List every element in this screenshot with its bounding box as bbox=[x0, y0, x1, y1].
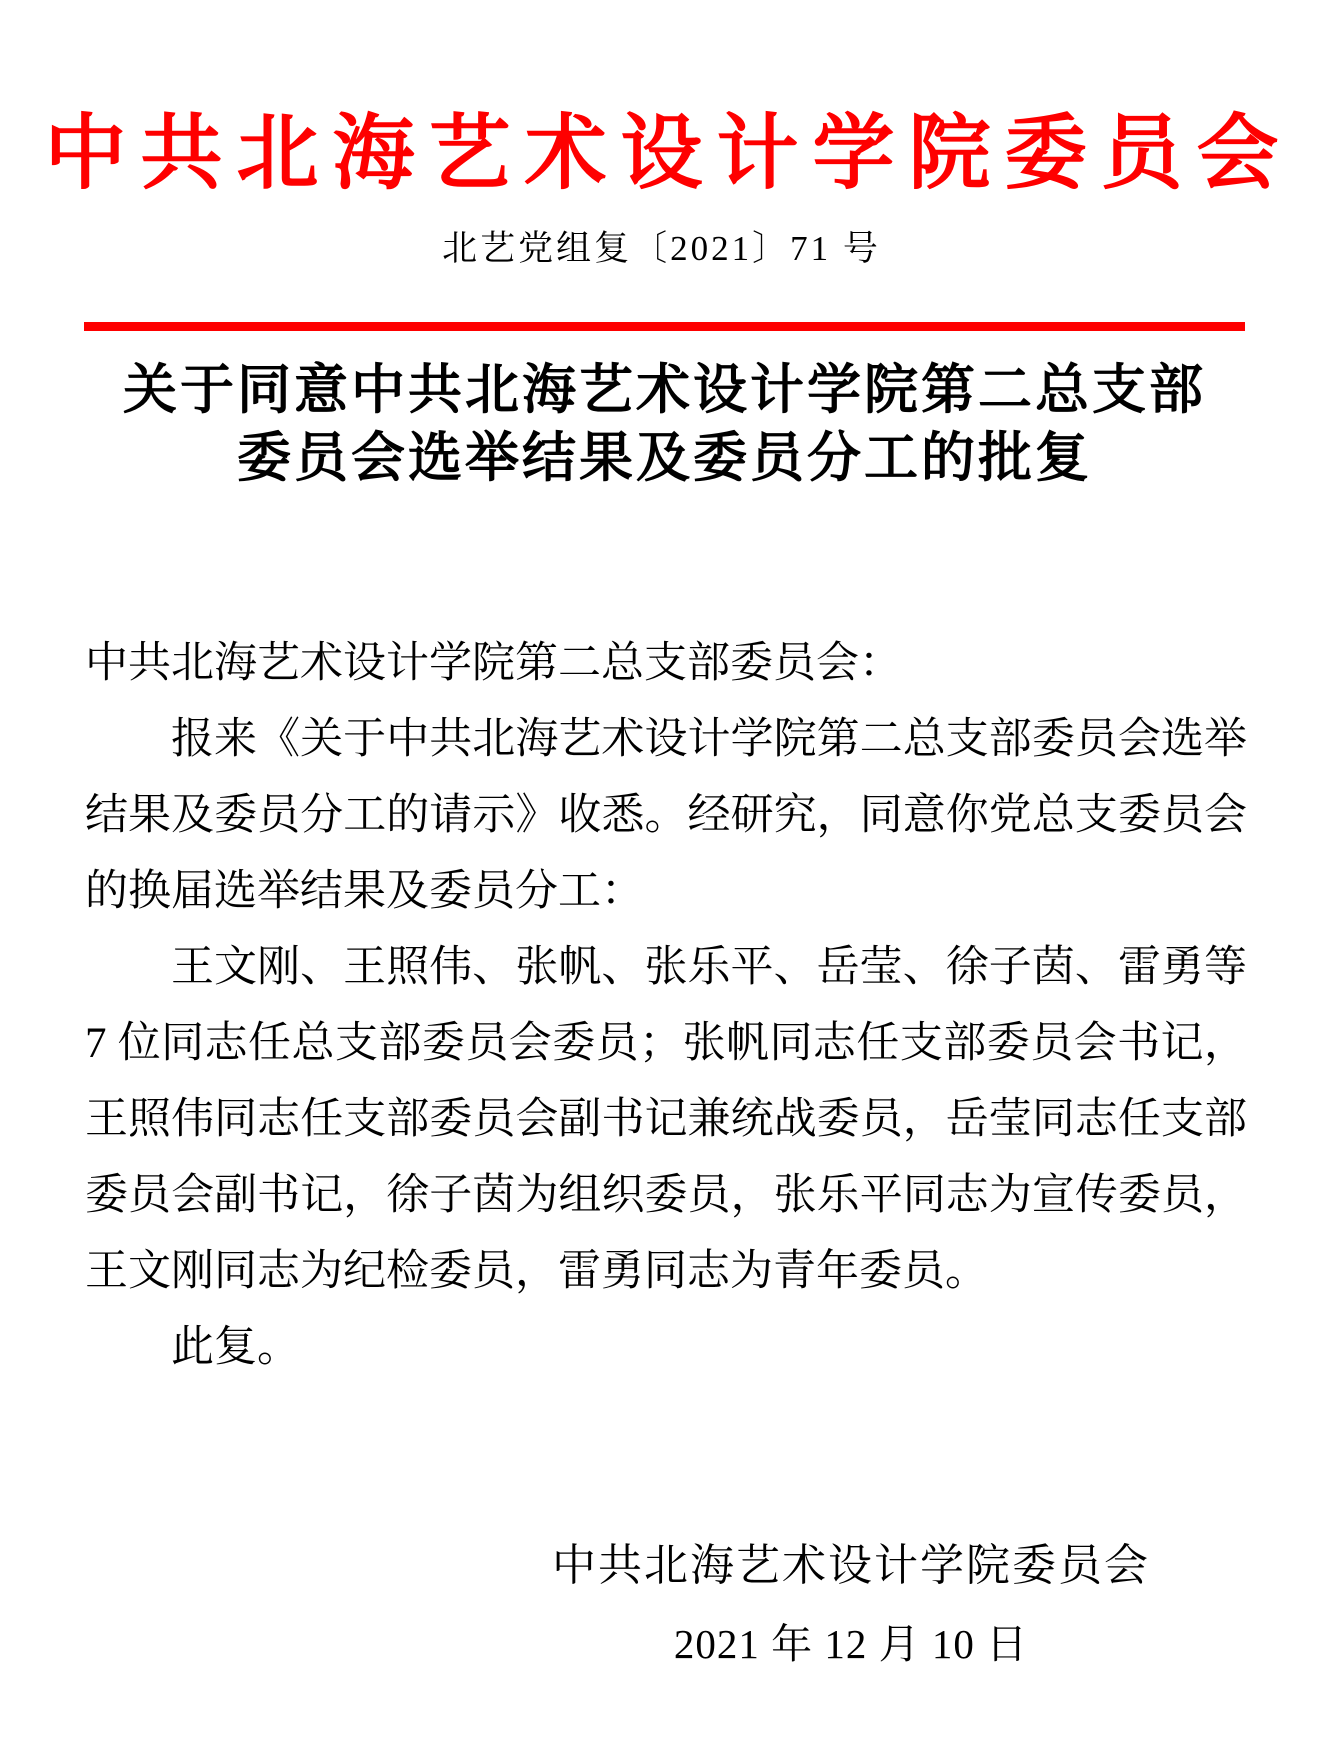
body-paragraph-1: 报来《关于中共北海艺术设计学院第二总支部委员会选举结果及委员分工的请示》收悉。经研究，同意你党总支委员会的换届选举结果及委员分工： bbox=[85, 716, 1247, 915]
document-title bbox=[84, 356, 1245, 492]
letterhead-divider-rule bbox=[84, 322, 1245, 331]
signature-date: 2021 年 12 月 10 日 bbox=[673, 1621, 1029, 1667]
letterhead-org-title: 中共北海艺术设计学院委员会 bbox=[44, 108, 1293, 199]
body-paragraph-2: 王文刚、王照伟、张帆、张乐平、岳莹、徐子茵、雷勇等 7 位同志任总支部委员会委员；张帆同志任支部委员会书记，王照伟同志任支部委员会副书记兼统战委员，岳莹同志任支部委员会副书记，徐子茵为组织委员，张乐平同志为宣传委员，王文刚同志为纪检委员，雷勇同志为青年委员。 bbox=[85, 944, 1247, 1295]
signature-org-name: 中共北海艺术设计学院委员会 bbox=[552, 1541, 1150, 1590]
closing-phrase: 此复。 bbox=[171, 1324, 300, 1371]
signature-block bbox=[552, 1538, 1150, 1670]
document-body bbox=[85, 626, 1247, 1386]
document-title-line2: 委员会选举结果及委员分工的批复 bbox=[237, 428, 1092, 488]
document-title-line1: 关于同意中共北海艺术设计学院第二总支部 bbox=[123, 360, 1206, 420]
salutation: 中共北海艺术设计学院第二总支部委员会： bbox=[85, 640, 902, 687]
document-reference-number: 北艺党组复〔2021〕71 号 bbox=[442, 229, 881, 268]
